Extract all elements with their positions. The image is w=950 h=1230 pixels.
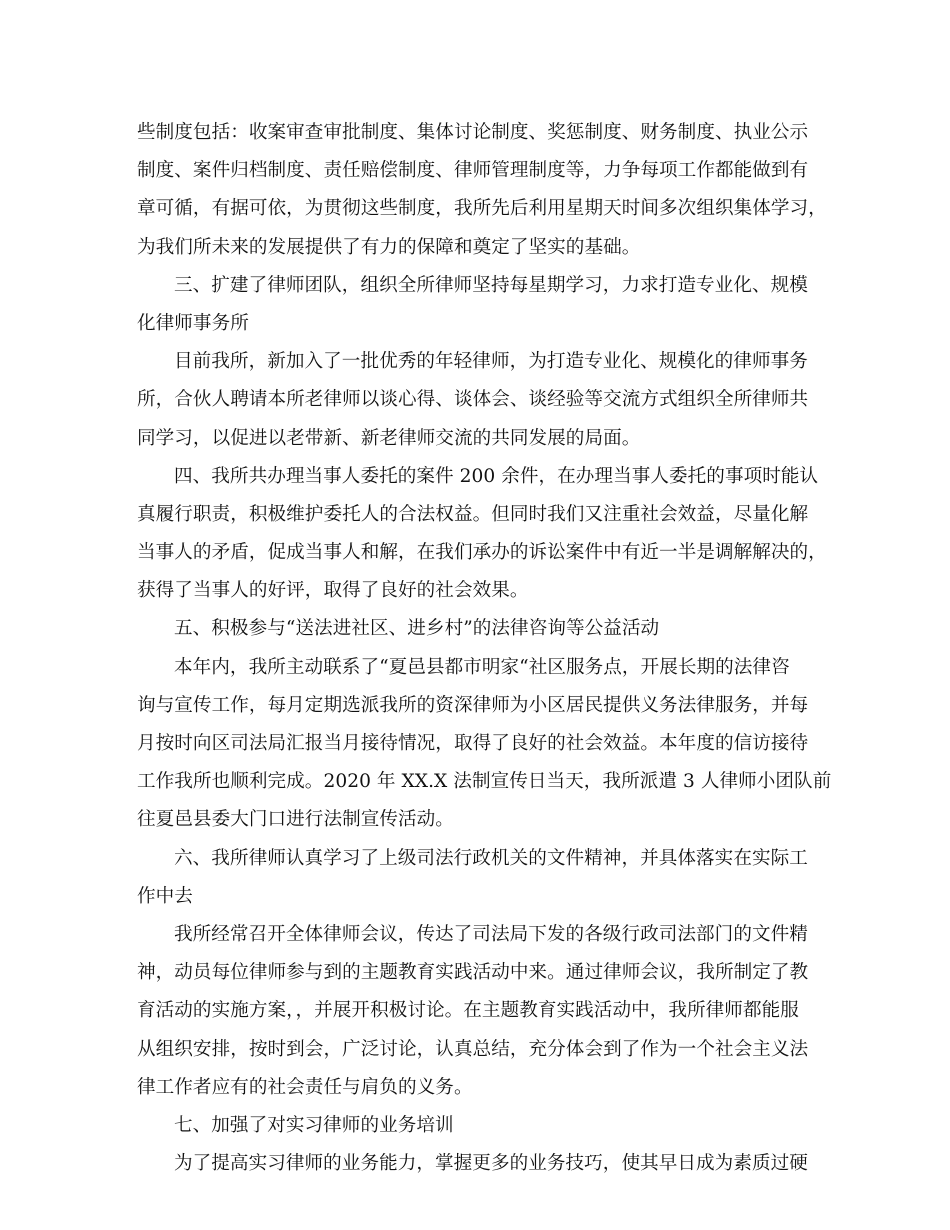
text-line: 五、积极参与“送法进社区、进乡村”的法律咨询等公益活动 [174,618,660,640]
text-line: 目前我所，新加入了一批优秀的年轻律师，为打造专业化、规模化的律师事务 [174,351,808,373]
text-line: 四、我所共办理当事人委托的案件 200 余件，在办理当事人委托的事项时能认 [174,465,819,487]
document-body [137,114,832,1183]
text-line: 作中去 [137,885,193,907]
text-line: 些制度包括：收案审查审批制度、集体讨论制度、奖惩制度、财务制度、执业公示 [137,122,809,143]
text-line: 神，动员每位律师参与到的主题教育实践活动中来。通过律师会议，我所制定了教 [137,962,809,984]
text-line: 六、我所律师认真学习了上级司法行政机关的文件精神，并具体落实在实际工 [174,847,808,869]
text-line: 询与宣传工作，每月定期选派我所的资深律师为小区居民提供义务法律服务，并每 [137,694,809,716]
text-line: 三、扩建了律师团队，组织全所律师坚持每星期学习，力求打造专业化、规模 [174,274,808,296]
text-line: 所，合伙人聘请本所老律师以谈心得、谈体会、谈经验等交流方式组织全所律师共 [137,389,809,411]
text-line: 本年内，我所主动联系了“夏邑县都市明家“社区服务点，开展长期的法律咨 [174,656,790,678]
text-line: 月按时向区司法局汇报当月接待情况，取得了良好的社会效益。本年度的信访接待 [137,733,809,754]
text-line: 律工作者应有的社会责任与肩负的义务。 [137,1076,473,1098]
text-line: 从组织安排，按时到会，广泛讨论，认真总结，充分体会到了作为一个社会主义法 [137,1038,809,1060]
text-line: 获得了当事人的好评，取得了良好的社会效果。 [137,580,529,602]
text-line: 为了提高实习律师的业务能力，掌握更多的业务技巧，使其早日成为素质过硬 [174,1153,808,1175]
text-line: 往夏邑县委大门口进行法制宣传活动。 [137,809,454,831]
text-line: 章可循，有据可依，为贯彻这些制度，我所先后利用星期天时间多次组织集体学习， [137,198,827,220]
text-line: 化律师事务所 [137,312,249,334]
text-line: 当事人的矛盾，促成当事人和解，在我们承办的诉讼案件中有近一半是调解解决的， [137,542,827,564]
text-line: 真履行职责，积极维护委托人的合法权益。但同时我们又注重社会效益，尽量化解 [137,503,809,525]
text-line: 七、加强了对实习律师的业务培训 [174,1114,454,1136]
text-line: 制度、案件归档制度、责任赔偿制度、律师管理制度等，力争每项工作都能做到有 [137,160,809,182]
text-line: 为我们所未来的发展提供了有力的保障和奠定了坚实的基础。 [137,236,641,258]
text-line: 我所经常召开全体律师会议，传达了司法局下发的各级行政司法部门的文件精 [174,923,808,945]
text-line: 同学习，以促进以老带新、新老律师交流的共同发展的局面。 [137,427,641,449]
text-line: 工作我所也顺利完成。2020 年 XX.X 法制宣传日当天，我所派遣 3 人律师小团队前 [137,771,832,793]
text-line: 育活动的实施方案，，并展开积极讨论。在主题教育实践活动中，我所律师都能服 [137,1000,799,1022]
